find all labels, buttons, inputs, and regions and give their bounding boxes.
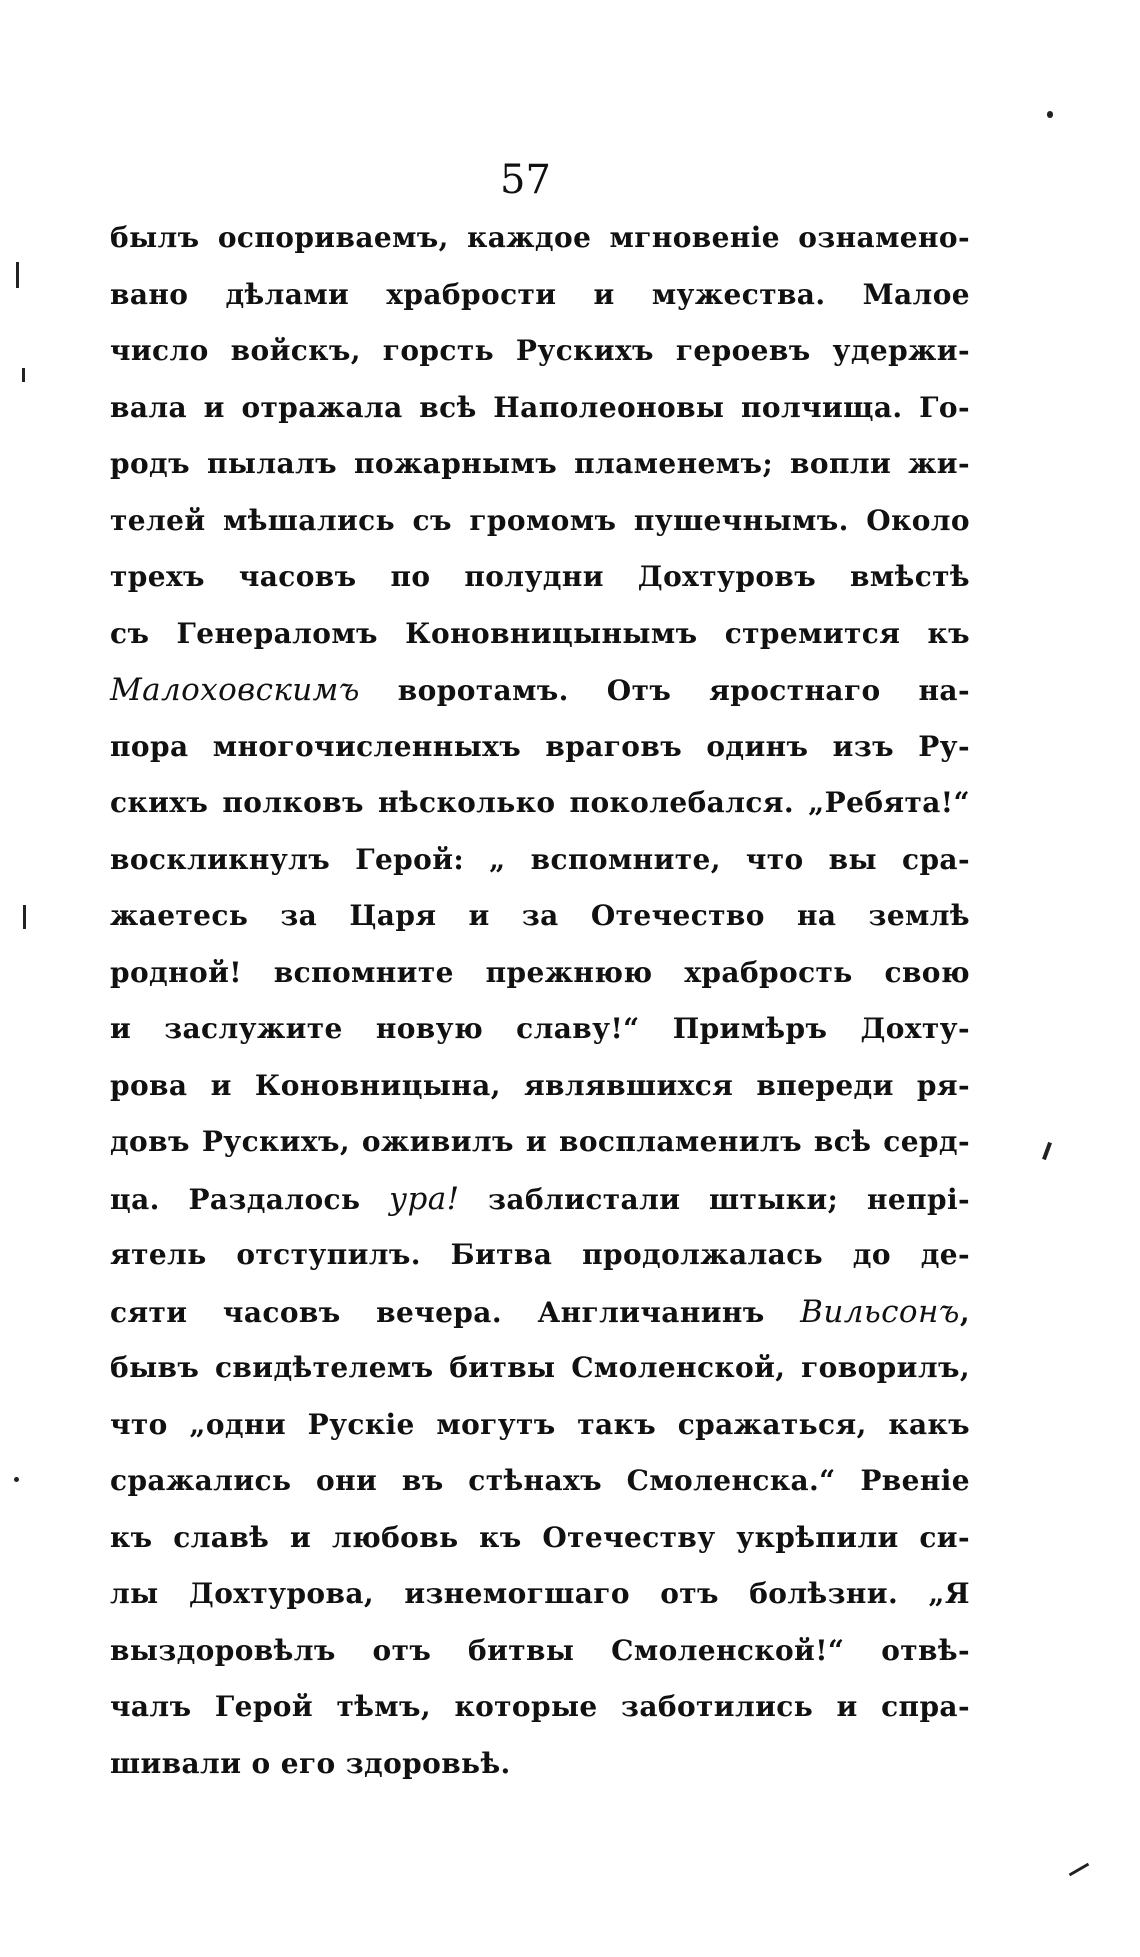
- text-line: пора многочисленныхъ враговъ одинъ изъ Ру-: [110, 729, 970, 763]
- text-line: къ славѣ и любовь къ Отечеству укрѣпили си-: [110, 1520, 970, 1554]
- text-line: съ Генераломъ Коновницынымъ стремится къ: [110, 616, 970, 650]
- text-line: жаетесь за Царя и за Отечество на землѣ: [110, 899, 970, 932]
- text-line: ца. Раздалось ура! заблистали штыки; непрі-: [110, 1180, 971, 1217]
- text-line: число войскъ, горсть Рускихъ героевъ удержи-: [110, 334, 970, 367]
- text-line: былъ оспориваемъ, каждое мгновеніе ознамено-: [110, 221, 970, 254]
- scan-speck: [22, 368, 25, 382]
- text-line: рова и Коновницына, являвшихся впереди ря-: [110, 1068, 970, 1102]
- text-line: сяти часовъ вечера. Англичанинъ Вильсонъ,: [110, 1293, 970, 1330]
- text-line: скихъ полковъ нѣсколько поколебался. „Ребята!“: [110, 786, 970, 819]
- text-line: бывъ свидѣтелемъ битвы Смоленской, говорилъ,: [110, 1351, 970, 1384]
- text-line: чалъ Герой тѣмъ, которые заботились и спра-: [110, 1690, 970, 1723]
- scan-speck: [14, 1477, 19, 1482]
- text-line: шивали о его здоровьѣ.: [110, 1746, 511, 1780]
- body-text: [110, 210, 970, 1792]
- italic-name: Вильсонъ: [800, 1293, 960, 1330]
- text-line: ятель отступилъ. Битва продолжалась до де-: [110, 1238, 970, 1271]
- text-line: лы Дохтурова, изнемогшаго отъ болѣзни. „Я: [110, 1577, 970, 1610]
- text-line: вано дѣлами храбрости и мужества. Малое: [110, 277, 970, 311]
- text-line: вала и отражала всѣ Наполеоновы полчища. Го-: [110, 390, 970, 424]
- text-line: телей мѣшались съ громомъ пушечнымъ. Около: [110, 503, 970, 537]
- text-line: довъ Рускихъ, оживилъ и воспламенилъ всѣ серд-: [110, 1125, 970, 1158]
- scan-speck: [1042, 1142, 1052, 1160]
- page-number: 57: [500, 157, 551, 203]
- text-line: сражались они въ стѣнахъ Смоленска.“ Рвеніе: [110, 1464, 970, 1497]
- scan-speck: [1047, 111, 1053, 118]
- italic-name: ура!: [389, 1180, 460, 1217]
- text-line: и заслужите новую славу!“ Примѣръ Дохту-: [110, 1012, 970, 1045]
- scan-speck: [16, 262, 19, 288]
- text-line: родъ пылалъ пожарнымъ пламенемъ; вопли жи-: [110, 447, 970, 480]
- italic-name: Малоховскимъ: [110, 672, 360, 708]
- text-line: что „одни Рускіе могутъ такъ сражаться, какъ: [110, 1407, 970, 1441]
- text-line: выздоровѣлъ отъ битвы Смоленской!“ отвѣ-: [110, 1633, 970, 1667]
- text-line: трехъ часовъ по полудни Дохтуровъ вмѣстѣ: [110, 560, 970, 593]
- scan-speck: [23, 905, 26, 929]
- scan-speck: [1069, 1863, 1090, 1877]
- text-line: воскликнулъ Герой: „ вспомните, что вы сра-: [110, 842, 970, 876]
- text-line: Малоховскимъ воротамъ. Отъ яростнаго на-: [110, 672, 970, 708]
- text-line: родной! вспомните прежнюю храбрость свою: [110, 955, 970, 989]
